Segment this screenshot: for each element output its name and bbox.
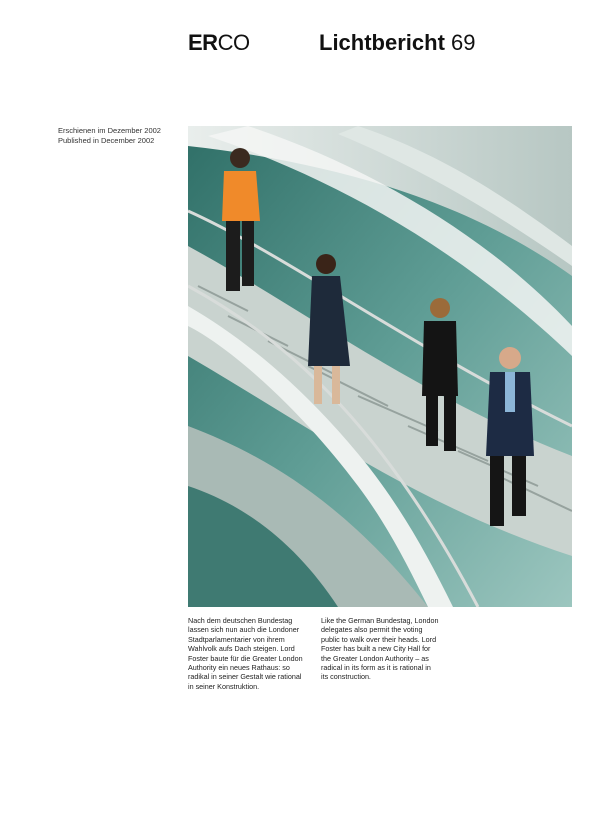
issue-number: 69 xyxy=(451,30,476,55)
cover-photo-illustration xyxy=(188,126,572,607)
publication-date-de: Erschienen im Dezember 2002 xyxy=(58,126,161,135)
publication-dates xyxy=(58,126,161,146)
brand-logo-co: CO xyxy=(217,30,250,55)
brand-logo-er: ER xyxy=(188,30,218,55)
caption-german: Nach dem deutschen Bundestag lassen sich nun auch die Londoner Stadtparlamentarier von ihrem Wahlvolk aufs Dach steigen. Lord Foster baute für die Greater London Authority ein neues Rathaus: so radikal in seiner Gestalt wie rational in seiner Konstruktion. xyxy=(188,616,303,691)
cover-photo xyxy=(188,126,572,607)
brand-logo xyxy=(188,30,250,56)
caption-english: Like the German Bundestag, London delegates also permit the voting public to walk over their heads. Lord Foster has built a new City Hall for the Greater London Authority – as radical in its form as it is rational in its construction. xyxy=(321,616,439,682)
issue-title xyxy=(319,30,476,56)
publication-title: Lichtbericht xyxy=(319,30,445,55)
publication-date-en: Published in December 2002 xyxy=(58,136,155,145)
